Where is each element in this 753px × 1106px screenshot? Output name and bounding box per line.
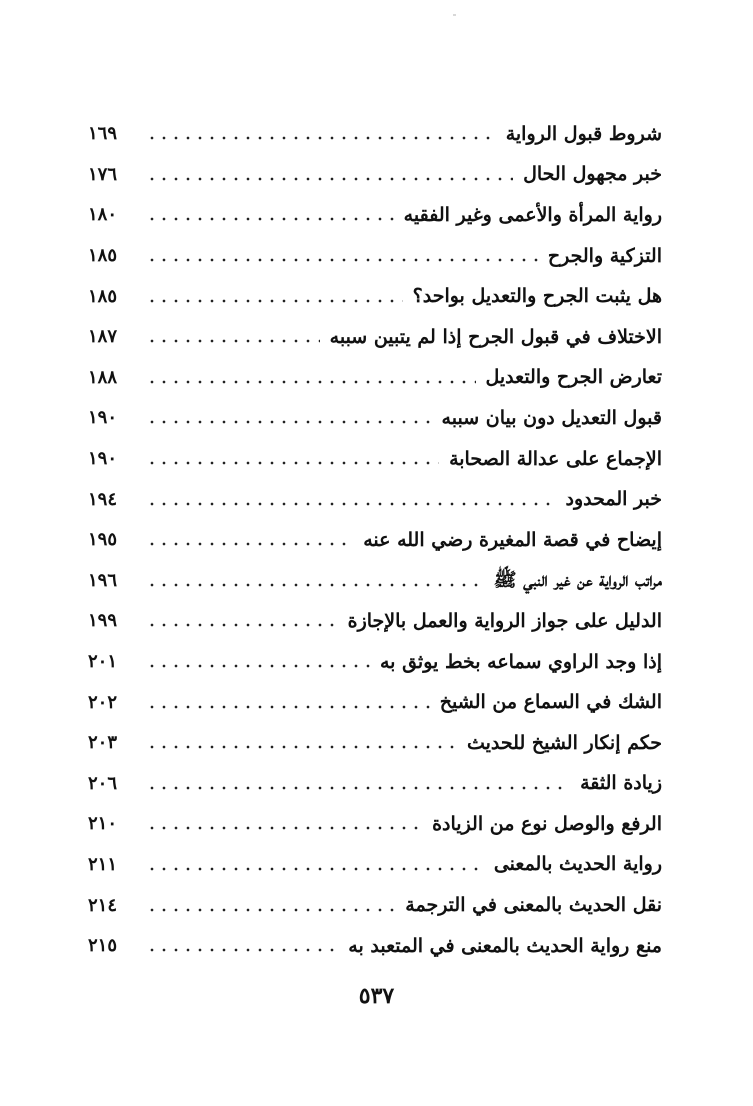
page-number: ٥٣٧ — [358, 983, 395, 1009]
toc-entry-page-number: ٢٠٣ — [88, 732, 118, 754]
toc-entry — [88, 195, 662, 236]
toc-entry-title: الإجماع على عدالة الصحابة — [449, 447, 662, 470]
toc-entry-page-number: ١٩٩ — [88, 610, 118, 632]
dot-leader — [146, 703, 430, 711]
toc-entry-page-number: ١٨٠ — [88, 204, 118, 226]
table-of-contents — [88, 114, 662, 966]
dot-leader — [146, 134, 496, 142]
toc-entry-title: الاختلاف في قبول الجرح إذا لم يتبين سببه — [329, 325, 662, 348]
toc-entry-title: منع رواية الحديث بالمعنى في المتعبد به — [348, 934, 662, 957]
dot-leader — [146, 215, 394, 223]
toc-entry — [88, 317, 662, 358]
toc-entry — [88, 155, 662, 196]
toc-entry — [88, 723, 662, 764]
toc-entry — [88, 520, 662, 561]
toc-entry — [88, 561, 662, 602]
toc-entry — [88, 114, 662, 155]
toc-entry-title: إذا وجد الراوي سماعه بخط يوثق به — [380, 650, 662, 673]
toc-entry — [88, 885, 662, 926]
toc-entry — [88, 358, 662, 399]
dot-leader — [146, 906, 395, 914]
dot-leader — [146, 865, 484, 873]
dot-leader — [146, 256, 538, 264]
toc-entry-page-number: ١٨٧ — [88, 326, 118, 348]
dot-leader — [146, 378, 476, 386]
dot-leader — [146, 175, 513, 183]
dot-leader — [146, 946, 338, 954]
toc-entry-page-number: ١٩٤ — [88, 488, 118, 510]
toc-entry — [88, 845, 662, 886]
toc-entry — [88, 398, 662, 439]
toc-entry-page-number: ٢١٥ — [88, 935, 118, 957]
dot-leader — [146, 743, 457, 751]
toc-entry-title: هل يثبت الجرح والتعديل بواحد؟ — [412, 285, 662, 308]
toc-entry-page-number: ٢١١ — [88, 853, 118, 875]
dot-leader — [146, 297, 403, 305]
toc-entry-title: الدليل على جواز الرواية والعمل بالإجازة — [347, 609, 662, 632]
toc-entry-title: حكم إنكار الشيخ للحديث — [466, 731, 662, 754]
toc-entry — [88, 479, 662, 520]
toc-entry-title: رواية الحديث بالمعنى — [493, 853, 662, 876]
toc-entry-page-number: ١٩٥ — [88, 529, 118, 551]
toc-entry-title: إيضاح في قصة المغيرة رضي الله عنه — [363, 528, 662, 551]
toc-entry-page-number: ١٦٩ — [88, 123, 118, 145]
dot-leader — [146, 621, 338, 629]
dot-leader — [146, 418, 432, 426]
toc-entry-title: الرفع والوصل نوع من الزيادة — [432, 812, 662, 835]
toc-entry — [88, 276, 662, 317]
dot-leader — [146, 824, 422, 832]
toc-entry-page-number: ١٩٦ — [88, 569, 118, 591]
toc-entry-page-number: ١٨٨ — [88, 366, 118, 388]
dot-leader — [146, 540, 353, 548]
toc-entry-title: الشك في السماع من الشيخ — [439, 691, 662, 714]
toc-entry-page-number: ٢٠٦ — [88, 772, 118, 794]
toc-entry-page-number: ١٩٠ — [88, 448, 118, 470]
toc-entry — [88, 682, 662, 723]
toc-entry-title: زيادة الثقة — [580, 772, 662, 795]
toc-entry — [88, 764, 662, 805]
toc-entry-title: تعارض الجرح والتعديل — [485, 366, 662, 389]
toc-entry-title: مراتب الرواية عن غير النبي ﷺ — [493, 569, 662, 592]
dot-leader — [146, 662, 370, 670]
toc-entry-page-number: ٢١٠ — [88, 813, 118, 835]
toc-entry-page-number: ١٨٥ — [88, 285, 118, 307]
dot-leader — [146, 459, 439, 467]
toc-entry-title: نقل الحديث بالمعنى في الترجمة — [405, 894, 662, 917]
toc-entry — [88, 601, 662, 642]
toc-entry-title: خبر المحدود — [565, 488, 662, 511]
toc-entry-title: قبول التعديل دون بيان سببه — [441, 406, 662, 429]
toc-entry — [88, 926, 662, 967]
dot-leader — [146, 337, 320, 345]
toc-entry-page-number: ١٧٦ — [88, 163, 118, 185]
toc-entry — [88, 439, 662, 480]
toc-entry — [88, 236, 662, 277]
scan-speck — [453, 14, 456, 16]
toc-entry-title: التزكية والجرح — [547, 244, 662, 267]
toc-entry-title: شروط قبول الرواية — [505, 122, 662, 145]
toc-entry-title: رواية المرأة والأعمى وغير الفقيه — [403, 203, 662, 226]
dot-leader — [146, 581, 484, 589]
toc-entry-page-number: ١٨٥ — [88, 245, 118, 267]
dot-leader — [146, 500, 555, 508]
toc-entry — [88, 804, 662, 845]
toc-entry-page-number: ٢٠١ — [88, 651, 118, 673]
toc-entry — [88, 642, 662, 683]
toc-entry-page-number: ٢١٤ — [88, 894, 118, 916]
toc-entry-page-number: ٢٠٢ — [88, 691, 118, 713]
toc-entry-page-number: ١٩٠ — [88, 407, 118, 429]
toc-entry-title: خبر مجهول الحال — [523, 163, 662, 186]
dot-leader — [146, 784, 570, 792]
